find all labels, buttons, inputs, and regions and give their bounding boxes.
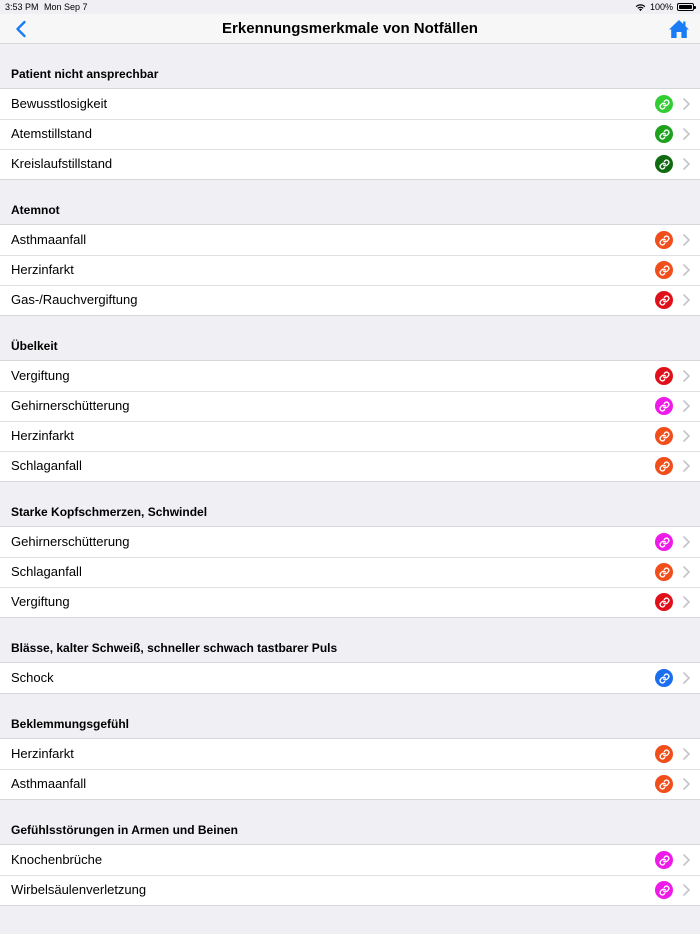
list-item[interactable] bbox=[0, 361, 700, 391]
chevron-right-icon bbox=[683, 884, 690, 896]
list-item[interactable] bbox=[0, 769, 700, 799]
list-item[interactable] bbox=[0, 421, 700, 451]
link-icon bbox=[655, 745, 673, 763]
list-item[interactable] bbox=[0, 149, 700, 179]
section-header: Starke Kopfschmerzen, Schwindel bbox=[11, 505, 208, 519]
chevron-right-icon bbox=[683, 128, 690, 140]
list-item-label: Vergiftung bbox=[11, 368, 70, 383]
page-title: Erkennungsmerkmale von Notfällen bbox=[222, 20, 478, 37]
list-item-label: Schock bbox=[11, 670, 54, 685]
list-item[interactable] bbox=[0, 587, 700, 617]
list-item-label: Gas-/Rauchvergiftung bbox=[11, 292, 138, 307]
list-item[interactable] bbox=[0, 285, 700, 315]
section-list bbox=[0, 526, 700, 618]
chevron-right-icon bbox=[683, 294, 690, 306]
chevron-right-icon bbox=[683, 778, 690, 790]
list-item[interactable] bbox=[0, 557, 700, 587]
chevron-right-icon bbox=[683, 748, 690, 760]
link-icon bbox=[655, 231, 673, 249]
section-list bbox=[0, 224, 700, 316]
list-item-label: Bewusstlosigkeit bbox=[11, 96, 108, 111]
link-icon bbox=[655, 367, 673, 385]
chevron-right-icon bbox=[683, 370, 690, 382]
link-icon bbox=[655, 563, 673, 581]
link-icon bbox=[655, 397, 673, 415]
section-list bbox=[0, 738, 700, 800]
link-icon bbox=[655, 851, 673, 869]
list-item[interactable] bbox=[0, 451, 700, 481]
section-list bbox=[0, 360, 700, 482]
chevron-right-icon bbox=[683, 234, 690, 246]
list-item[interactable] bbox=[0, 391, 700, 421]
list-item[interactable] bbox=[0, 845, 700, 875]
link-icon bbox=[655, 669, 673, 687]
link-icon bbox=[655, 427, 673, 445]
status-time: 3:53 PM bbox=[5, 2, 39, 12]
home-icon[interactable] bbox=[668, 18, 690, 40]
wifi-icon bbox=[635, 3, 646, 12]
navigation-bar bbox=[0, 14, 700, 44]
section-header: Übelkeit bbox=[11, 339, 58, 353]
status-date: Mon Sep 7 bbox=[44, 2, 88, 12]
list-item-label: Knochenbrüche bbox=[11, 852, 103, 867]
list-item-label: Gehirnerschütterung bbox=[11, 534, 130, 549]
link-icon bbox=[655, 291, 673, 309]
chevron-right-icon bbox=[683, 566, 690, 578]
list-item-label: Asthmaanfall bbox=[11, 232, 87, 247]
link-icon bbox=[655, 457, 673, 475]
list-item[interactable] bbox=[0, 739, 700, 769]
link-icon bbox=[655, 95, 673, 113]
battery-percentage: 100% bbox=[649, 2, 673, 12]
list-item[interactable] bbox=[0, 119, 700, 149]
chevron-right-icon bbox=[683, 672, 690, 684]
list-item[interactable] bbox=[0, 89, 700, 119]
list-item[interactable] bbox=[0, 663, 700, 693]
list-item-label: Asthmaanfall bbox=[11, 776, 87, 791]
list-item-label: Schlaganfall bbox=[11, 564, 82, 579]
section-header: Beklemmungsgefühl bbox=[11, 717, 130, 731]
status-indicators bbox=[635, 0, 694, 14]
link-icon bbox=[655, 155, 673, 173]
list-item[interactable] bbox=[0, 527, 700, 557]
list-item[interactable] bbox=[0, 875, 700, 905]
chevron-right-icon bbox=[683, 158, 690, 170]
link-icon bbox=[655, 125, 673, 143]
list-item[interactable] bbox=[0, 255, 700, 285]
list-item-label: Herzinfarkt bbox=[11, 746, 74, 761]
link-icon bbox=[655, 261, 673, 279]
list-item-label: Atemstillstand bbox=[11, 126, 92, 141]
chevron-right-icon bbox=[683, 400, 690, 412]
section-header: Blässe, kalter Schweiß, schneller schwach tastbarer Puls bbox=[11, 641, 338, 655]
link-icon bbox=[655, 533, 673, 551]
section-list bbox=[0, 662, 700, 694]
chevron-right-icon bbox=[683, 460, 690, 472]
list-item-label: Gehirnerschütterung bbox=[11, 398, 130, 413]
chevron-right-icon bbox=[683, 536, 690, 548]
status-bar bbox=[0, 0, 700, 14]
link-icon bbox=[655, 881, 673, 899]
list-item-label: Kreislaufstillstand bbox=[11, 156, 113, 171]
list-item-label: Wirbelsäulenverletzung bbox=[11, 882, 147, 897]
section-header: Patient nicht ansprechbar bbox=[11, 67, 159, 81]
chevron-right-icon bbox=[683, 98, 690, 110]
chevron-right-icon bbox=[683, 596, 690, 608]
list-item[interactable] bbox=[0, 225, 700, 255]
list-item-label: Vergiftung bbox=[11, 594, 70, 609]
list-item-label: Herzinfarkt bbox=[11, 262, 74, 277]
link-icon bbox=[655, 775, 673, 793]
battery-icon bbox=[677, 3, 694, 11]
chevron-right-icon bbox=[683, 264, 690, 276]
section-header: Atemnot bbox=[11, 203, 60, 217]
chevron-right-icon bbox=[683, 854, 690, 866]
emergency-list bbox=[0, 44, 700, 906]
section-list bbox=[0, 88, 700, 180]
list-item-label: Herzinfarkt bbox=[11, 428, 74, 443]
section-header: Gefühlsstörungen in Armen und Beinen bbox=[11, 823, 238, 837]
chevron-right-icon bbox=[683, 430, 690, 442]
link-icon bbox=[655, 593, 673, 611]
list-item-label: Schlaganfall bbox=[11, 458, 82, 473]
section-list bbox=[0, 844, 700, 906]
